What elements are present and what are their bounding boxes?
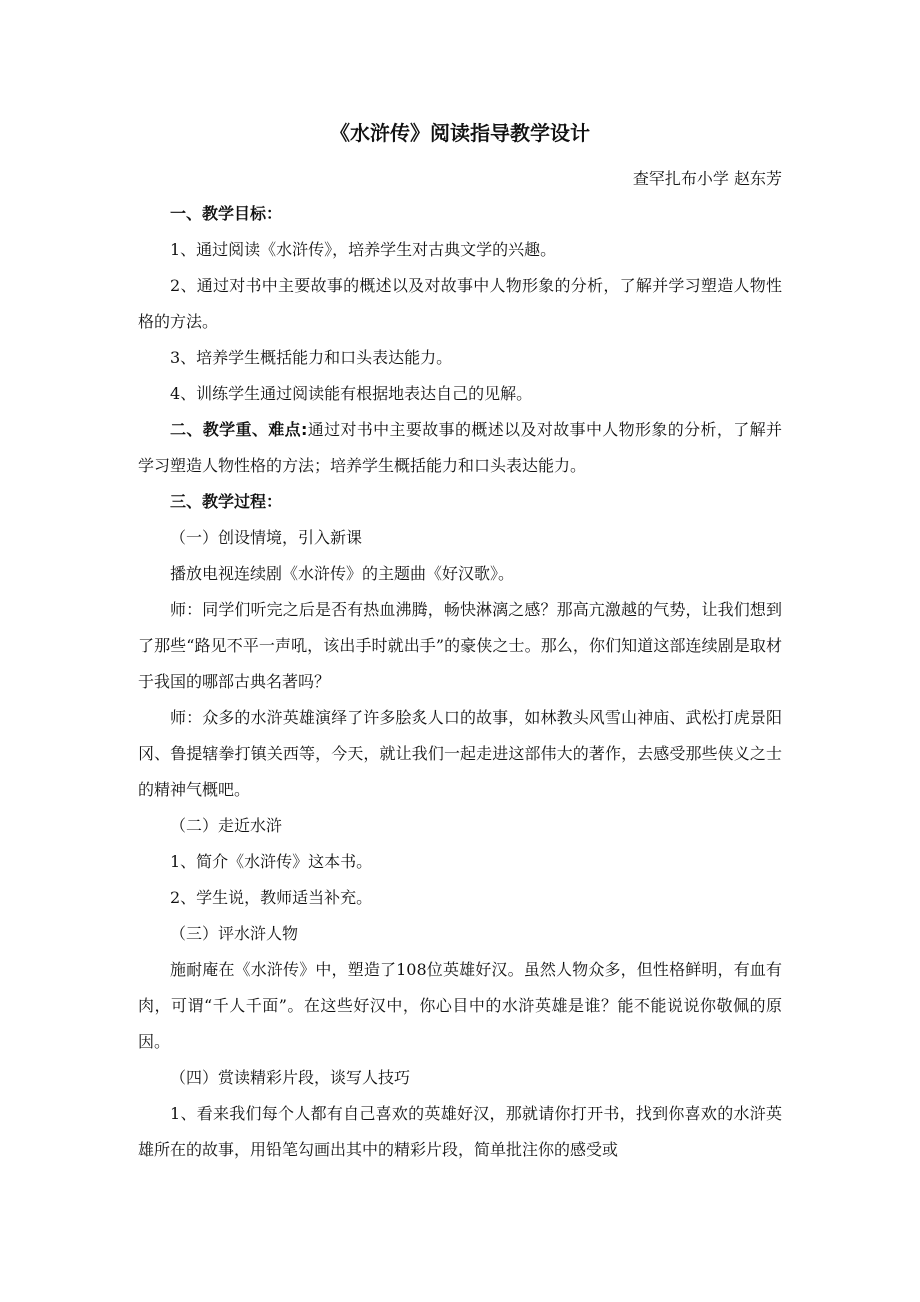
objective-item: 1、通过阅读《水浒传》，培养学生对古典文学的兴趣。 xyxy=(170,240,557,259)
document-title: 《水浒传》阅读指导教学设计 xyxy=(330,121,590,145)
section-heading-key-points: 二、教学重、难点 xyxy=(170,420,301,439)
key-points-paragraph: 二、教学重、难点:通过对书中主要故事的概述以及对故事中人物形象的分析，了解并学习塑造人物性格的方法；培养学生概括能力和口头表达能力。 xyxy=(138,420,782,475)
subsection-title: （二）走近水浒 xyxy=(170,816,283,835)
section-heading-objectives: 一、教学目标： xyxy=(170,204,283,223)
subsection-title: （四）赏读精彩片段，谈写人技巧 xyxy=(170,1068,411,1087)
body-paragraph: 1、简介《水浒传》这本书。 xyxy=(170,852,373,871)
body-paragraph: 1、看来我们每个人都有自己喜欢的英雄好汉，那就请你打开书，找到你喜欢的水浒英雄所在的故事，用铅笔勾画出其中的精彩片段，简单批注你的感受或 xyxy=(138,1104,782,1159)
body-paragraph: 2、学生说，教师适当补充。 xyxy=(170,888,373,907)
body-paragraph: 播放电视连续剧《水浒传》的主题曲《好汉歌》。 xyxy=(170,564,515,583)
objective-item: 3、培养学生概括能力和口头表达能力。 xyxy=(170,348,453,367)
body-paragraph: 施耐庵在《水浒传》中，塑造了108位英雄好汉。虽然人物众多，但性格鲜明，有血有肉，可谓“千人千面”。在这些好汉中，你心目中的水浒英雄是谁？能不能说说你敬佩的原因。 xyxy=(138,960,782,1051)
section-heading-process: 三、教学过程： xyxy=(170,492,283,511)
document-author: 查罕扎布小学 赵东芳 xyxy=(632,169,782,188)
objective-item: 4、训练学生通过阅读能有根据地表达自己的见解。 xyxy=(170,384,533,403)
document-page xyxy=(138,118,782,1168)
subsection-title: （三）评水浒人物 xyxy=(170,924,299,943)
key-points-text: 通过对书中主要故事的概述以及对故事中人物形象的分析，了解并学习塑造人物性格的方法；培养学生概括能力和口头表达能力。 xyxy=(138,420,782,475)
objective-item: 2、通过对书中主要故事的概述以及对故事中人物形象的分析，了解并学习塑造人物性格的方法。 xyxy=(138,276,782,331)
body-paragraph: 师：众多的水浒英雄演绎了许多脍炙人口的故事，如林教头风雪山神庙、武松打虎景阳冈、鲁提辖拳打镇关西等，今天，就让我们一起走进这部伟大的著作，去感受那些侠义之士的精神气概吧。 xyxy=(138,708,782,799)
body-paragraph: 师：同学们听完之后是否有热血沸腾，畅快淋漓之感？那高亢激越的气势，让我们想到了那些“路见不平一声吼，该出手时就出手”的豪侠之士。那么，你们知道这部连续剧是取材于我国的哪部古典名著吗？ xyxy=(138,600,782,691)
subsection-title: （一）创设情境，引入新课 xyxy=(170,528,363,547)
